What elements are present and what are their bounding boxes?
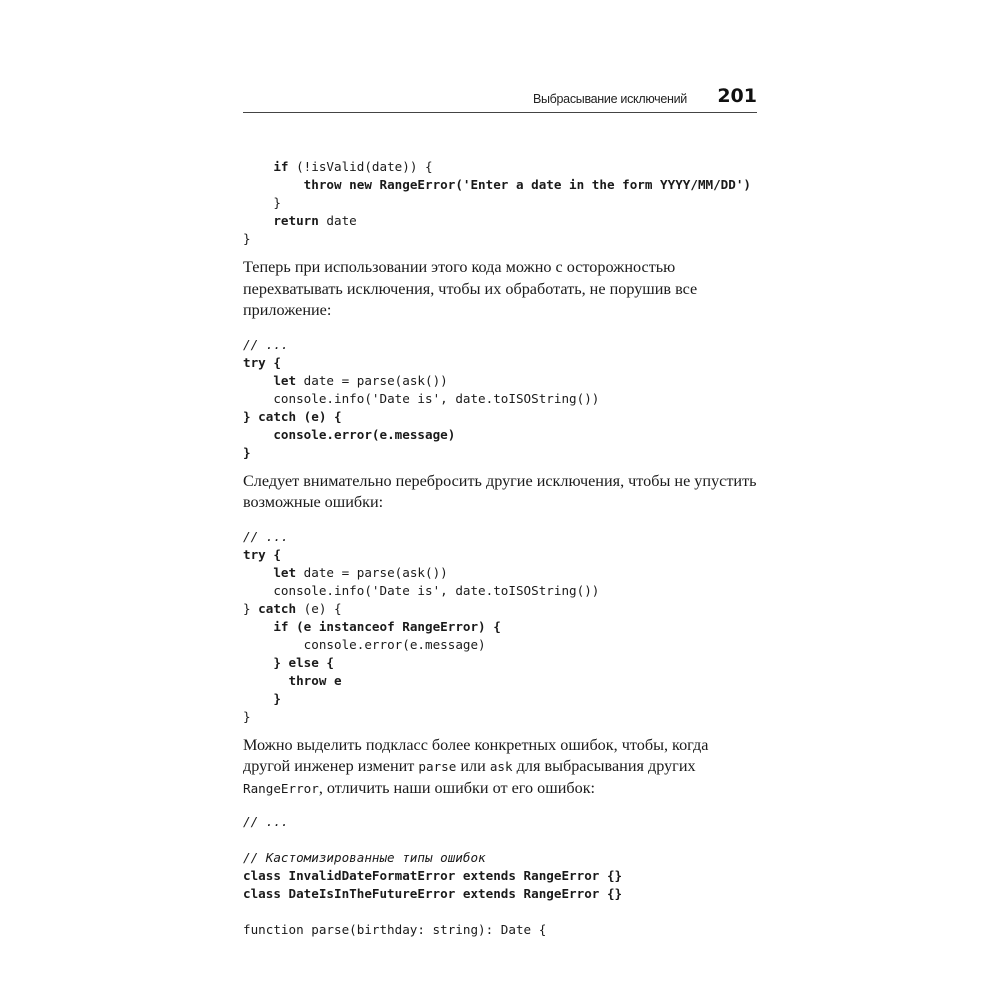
code-line (243, 708, 763, 726)
code-token: console.error(e.message) (303, 636, 486, 652)
code-token: class DateIsInTheFutureError extends RangeError {} (243, 886, 623, 901)
code-line (243, 528, 763, 546)
paragraph-3-text: для выбрасывания других (512, 757, 696, 775)
code-token: } (243, 444, 251, 460)
code-token: // ... (243, 814, 289, 829)
code-token: console.error(e.message) (273, 426, 456, 442)
code-line (243, 600, 763, 618)
code-line (243, 194, 763, 212)
code-block-2 (243, 336, 763, 462)
code-block-1 (243, 158, 763, 248)
code-line (243, 390, 763, 408)
code-line (243, 546, 763, 564)
paragraph-3-text: , отличить наши ошибки от его ошибок: (318, 778, 596, 797)
code-line (243, 230, 763, 248)
code-token: date = parse(ask()) (296, 564, 448, 580)
code-token: date (318, 213, 357, 228)
code-line (243, 885, 763, 903)
code-line (243, 354, 763, 372)
code-line (243, 654, 763, 672)
page-content (243, 158, 763, 939)
paragraph-3 (243, 735, 758, 800)
code-line (243, 444, 763, 462)
code-token: class InvalidDateFormatError extends RangeError {} (243, 868, 623, 883)
code-block-3 (243, 528, 763, 726)
code-token: function parse(birthday: string): Date { (243, 922, 547, 937)
code-line (243, 212, 763, 230)
paragraph-1: Теперь при использовании этого кода можно с осторожностью перехватывать исключения, чтобы их обработать, не порушив все приложение: (243, 258, 698, 319)
code-line (243, 867, 763, 885)
code-token: } (243, 231, 251, 246)
paragraph-3-text: или (456, 757, 490, 775)
code-token: throw e (288, 672, 342, 688)
code-line (243, 903, 763, 921)
code-token: console.info('Date is', date.toISOString()) (273, 582, 600, 598)
code-token: } catch (e) { (243, 408, 342, 424)
code-token: catch (258, 600, 297, 616)
code-token: try { (243, 546, 281, 562)
code-token: if (e instanceof RangeError) { (273, 618, 501, 634)
running-header (243, 84, 757, 113)
code-line (243, 582, 763, 600)
paragraph-3-text: Можно выделить подкласс более конкретных ошибок, чтобы, когда другой инженер изменит (243, 735, 709, 775)
code-block-4 (243, 813, 763, 939)
code-token: } (273, 195, 281, 210)
code-token: // ... (243, 336, 289, 352)
code-line (243, 408, 763, 426)
code-token: } (243, 708, 251, 724)
code-line (243, 372, 763, 390)
code-token: throw new RangeError('Enter a date in the form YYYY/MM/DD') (303, 177, 752, 192)
code-line (243, 921, 763, 939)
inline-code-rangeerror: RangeError (243, 780, 319, 796)
code-token: } (243, 600, 259, 616)
code-line (243, 426, 763, 444)
code-line (243, 336, 763, 354)
code-token: (!isValid(date)) { (288, 159, 433, 174)
code-line (243, 849, 763, 867)
code-line (243, 690, 763, 708)
code-token: let (273, 372, 297, 388)
code-token: let (273, 564, 297, 580)
paragraph-2: Следует внимательно перебросить другие исключения, чтобы не упустить возможные ошибки: (243, 471, 757, 511)
code-token: } (273, 690, 281, 706)
code-line (243, 672, 763, 690)
code-token: // Кастомизированные типы ошибок (243, 850, 486, 865)
code-token: // ... (243, 528, 289, 544)
code-token: (e) { (296, 600, 342, 616)
inline-code-parse: parse (418, 759, 457, 774)
inline-code-ask: ask (489, 759, 513, 774)
code-token: try { (243, 354, 281, 370)
code-token: date = parse(ask()) (296, 372, 448, 388)
code-line (243, 618, 763, 636)
code-token: console.info('Date is', date.toISOString()) (273, 390, 600, 406)
code-token: if (273, 159, 289, 174)
page-number: 201 (717, 85, 757, 107)
chapter-title: Выбрасывание исключений (532, 92, 687, 106)
code-token: return (273, 213, 319, 228)
code-line (243, 158, 763, 176)
code-line (243, 831, 763, 849)
code-line (243, 176, 763, 194)
code-line (243, 564, 763, 582)
code-line (243, 636, 763, 654)
code-token: } else { (273, 654, 335, 670)
code-line (243, 813, 763, 831)
